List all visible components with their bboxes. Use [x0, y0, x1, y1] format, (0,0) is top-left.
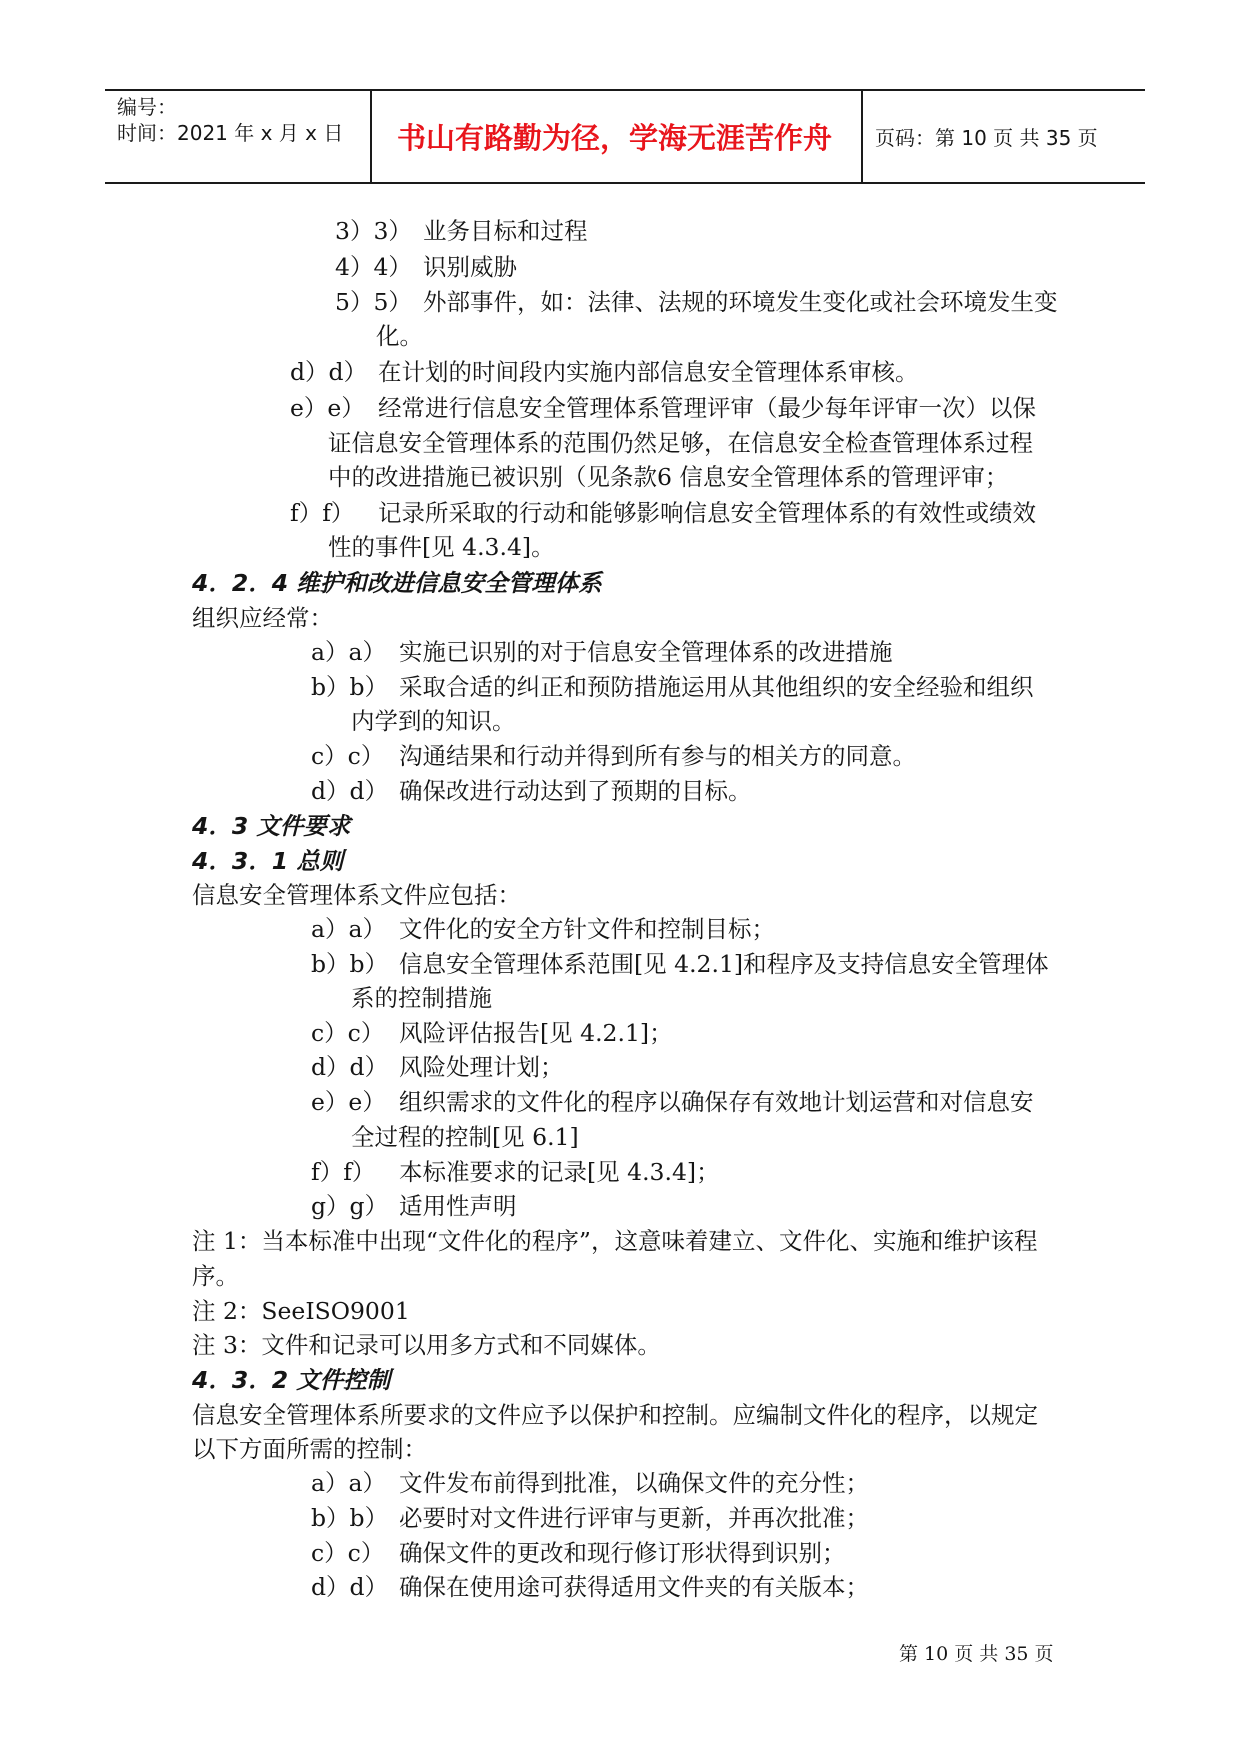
list-item-text: 识别威胁	[423, 253, 517, 281]
list-item-continuation: 系的控制措施	[351, 984, 492, 1012]
list-item	[290, 355, 919, 389]
list-item-text: 确保文件的更改和现行修订形状得到识别；	[399, 1539, 846, 1567]
list-marker: c）c）	[311, 1019, 385, 1047]
list-marker: d）d）	[311, 1053, 389, 1081]
list-marker: g）g）	[311, 1192, 389, 1220]
section-heading: 4．3．2 文件控制	[192, 1366, 391, 1394]
list-marker: b）b）	[311, 673, 389, 701]
header-page-info: 页码：第 10 页 共 35 页	[875, 126, 1098, 150]
list-item-text: 组织需求的文件化的程序以确保存有效地计划运营和对信息安	[399, 1088, 1034, 1116]
list-item-text: 风险处理计划；	[399, 1053, 564, 1081]
list-marker: 3）3）	[335, 217, 412, 245]
header-divider-right	[861, 90, 863, 183]
list-item-text: 外部事件，如：法律、法规的环境发生变化或社会环境发生变	[423, 288, 1058, 316]
list-item	[290, 391, 1036, 425]
note: 注 3：文件和记录可以用多方式和不同媒体。	[192, 1331, 661, 1359]
header-bottom-rule	[105, 182, 1145, 184]
list-item	[290, 496, 1036, 530]
list-item	[311, 912, 775, 946]
list-item	[335, 285, 1058, 319]
paragraph: 以下方面所需的控制：	[192, 1435, 427, 1463]
list-marker: a）a）	[311, 1469, 387, 1497]
list-item-text: 经常进行信息安全管理体系管理评审（最少每年评审一次）以保	[378, 394, 1036, 422]
list-item-text: 确保改进行动达到了预期的目标。	[399, 777, 752, 805]
list-marker: f）f）	[311, 1158, 376, 1186]
list-item	[311, 1189, 517, 1223]
list-item-text: 记录所采取的行动和能够影响信息安全管理体系的有效性或绩效	[378, 499, 1036, 527]
list-marker: a）a）	[311, 915, 387, 943]
list-marker: b）b）	[311, 950, 389, 978]
list-item-text: 必要时对文件进行评审与更新，并再次批准；	[399, 1504, 869, 1532]
list-item	[311, 1501, 869, 1535]
header-top-rule	[105, 89, 1145, 91]
note: 注 2：SeeISO9001	[192, 1297, 410, 1325]
list-marker: d）d）	[311, 1573, 389, 1601]
paragraph: 信息安全管理体系文件应包括：	[192, 881, 521, 909]
list-item	[311, 947, 1049, 981]
list-item	[335, 214, 588, 248]
list-item	[311, 774, 752, 808]
list-marker: 4）4）	[335, 253, 412, 281]
note-continuation: 序。	[192, 1262, 239, 1290]
list-item-continuation: 中的改进措施已被识别（见条款6 信息安全管理体系的管理评审；	[328, 463, 1009, 491]
list-item-text: 采取合适的纠正和预防措施运用从其他组织的安全经验和组织	[399, 673, 1034, 701]
paragraph: 组织应经常：	[192, 604, 333, 632]
list-item-continuation: 化。	[376, 322, 423, 350]
list-item-text: 风险评估报告[见 4.2.1]；	[399, 1019, 673, 1047]
list-item-continuation: 证信息安全管理体系的范围仍然足够，在信息安全检查管理体系过程	[328, 429, 1033, 457]
header-motto: 书山有路勤为径，学海无涯苦作舟	[397, 121, 833, 155]
list-item	[311, 1466, 869, 1500]
list-marker: c）c）	[311, 1539, 385, 1567]
list-item	[311, 1155, 720, 1189]
list-item-continuation: 性的事件[见 4.3.4]。	[328, 533, 555, 561]
section-heading: 4．2．4 维护和改进信息安全管理体系	[192, 569, 602, 597]
list-item-text: 业务目标和过程	[423, 217, 588, 245]
list-item-text: 确保在使用途可获得适用文件夹的有关版本；	[399, 1573, 869, 1601]
list-item	[311, 635, 893, 669]
list-marker: 5）5）	[335, 288, 412, 316]
time-label: 时间：2021 年 x 月 x 日	[117, 121, 344, 145]
list-item	[311, 1085, 1034, 1119]
list-marker: d）d）	[311, 777, 389, 805]
list-item-text: 适用性声明	[399, 1192, 517, 1220]
list-marker: f）f）	[290, 499, 355, 527]
list-item	[311, 739, 916, 773]
list-marker: a）a）	[311, 638, 387, 666]
list-item-text: 沟通结果和行动并得到所有参与的相关方的同意。	[399, 742, 916, 770]
note: 注 1：当本标准中出现“文件化的程序”，这意味着建立、文件化、实施和维护该程	[192, 1227, 1038, 1255]
list-item-text: 信息安全管理体系范围[见 4.2.1]和程序及支持信息安全管理体	[399, 950, 1049, 978]
list-item-text: 实施已识别的对于信息安全管理体系的改进措施	[399, 638, 893, 666]
list-marker: e）e）	[290, 394, 365, 422]
list-marker: c）c）	[311, 742, 385, 770]
section-heading: 4．3 文件要求	[192, 812, 351, 840]
list-item	[311, 1536, 846, 1570]
list-marker: e）e）	[311, 1088, 386, 1116]
list-item-continuation: 内学到的知识。	[351, 707, 516, 735]
header-divider-left	[370, 90, 372, 183]
list-item-continuation: 全过程的控制[见 6.1]	[351, 1123, 579, 1151]
section-heading: 4．3．1 总则	[192, 847, 344, 875]
list-item	[311, 670, 1034, 704]
list-marker: d）d）	[290, 358, 368, 386]
list-item-text: 文件化的安全方针文件和控制目标；	[399, 915, 775, 943]
paragraph: 信息安全管理体系所要求的文件应予以保护和控制。应编制文件化的程序，以规定	[192, 1401, 1038, 1429]
list-item	[311, 1050, 564, 1084]
serial-label: 编号：	[117, 95, 177, 119]
list-marker: b）b）	[311, 1504, 389, 1532]
footer-page-number: 第 10 页 共 35 页	[899, 1643, 1054, 1665]
list-item	[311, 1570, 869, 1604]
list-item-text: 本标准要求的记录[见 4.3.4]；	[399, 1158, 720, 1186]
list-item-text: 文件发布前得到批准，以确保文件的充分性；	[399, 1469, 869, 1497]
list-item	[335, 250, 517, 284]
list-item	[311, 1016, 673, 1050]
list-item-text: 在计划的时间段内实施内部信息安全管理体系审核。	[378, 358, 919, 386]
